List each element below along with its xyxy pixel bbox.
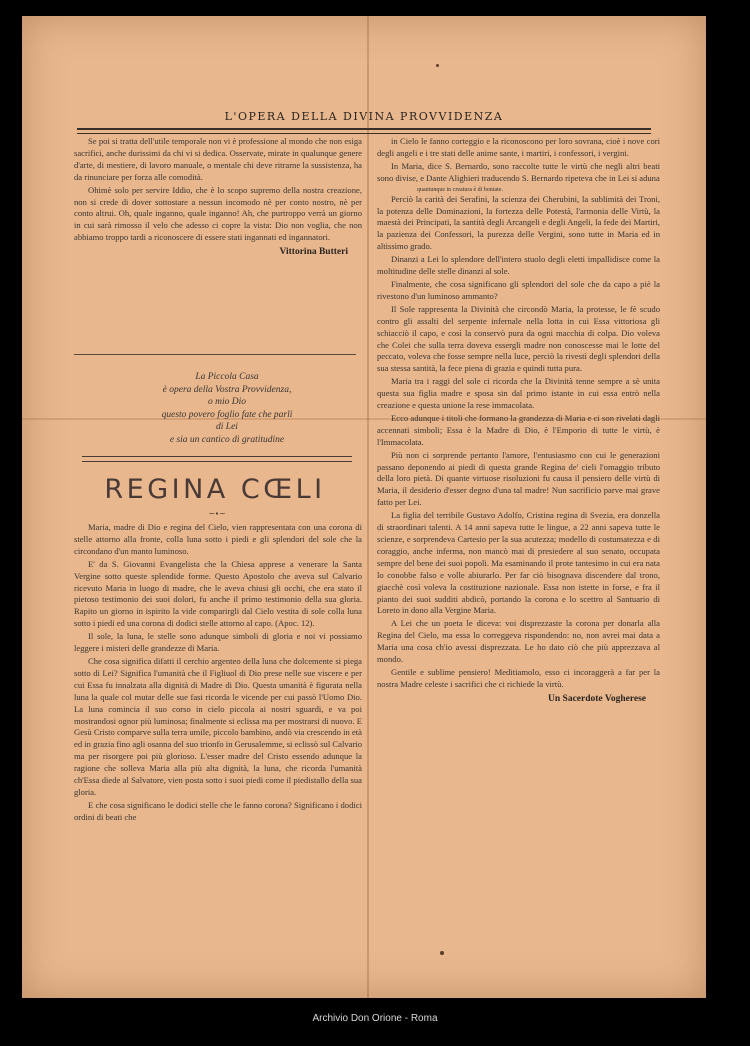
article-title: REGINA CŒLI	[104, 474, 326, 505]
article-paragraph: Maria, madre di Dio e regina del Cielo, vien rappresentata con una corona di stelle attorno alla fronte, colla luna sotto i piedi e gli splendori del sole che la circondano d'un manto luminoso.	[74, 522, 362, 556]
fold-line	[367, 16, 369, 998]
newspaper-page	[22, 16, 706, 998]
article-paragraph: Il Sole rappresenta la Divinità che circondò Maria, la protesse, le fè scudo contro gli assalti del serpente infernale nella lotta in cui Essa vittoriosa gli schiacciò il capo, e così la conservò pura da ogni macchia di colpa. Dio voleva che Colei che sulla terra doveva essergli madre non conoscesse mai le lotte del peccato, voleva che fosse sempre nella luce, perciò la rivestì degli splendori della sua stessa santità, la fece piena di grazia e quindi tutta pura.	[377, 303, 660, 374]
article-paragraph: Se poi si tratta dell'utile temporale non vi è professione al mondo che non esiga sacrifici, anche durissimi da chi vi si dedica. Osservate, mirate in qualunque genere d'arte, di mestiere, di lavoro manuale, o mentale chi deve ritrarne la sussistenza, ha da rinunciare per forza alle comodità.	[74, 136, 362, 182]
left-column-article	[74, 522, 362, 825]
article-paragraph: Ohimè solo per servire Iddio, che è lo scopo supremo della nostra creazione, non si crede di dover sottostare a nessun incomodo nè per conto nostro, nè per conto altrui. Oh, quale inganno, quale inganno! Ah, che purtroppo verrà un giorno in cui sarà rimosso il velo che adesso ci copre la vista: Dio non voglia, che non abbiamo troppo tardi a riconoscere di essere stati ingannati ed ingannatori.	[74, 184, 362, 243]
article-paragraph: Più non ci sorprende pertanto l'amore, l'entusiasmo con cui le generazioni passano deponendo ai piedi di questa grande Regina de' cieli l'omaggio tributo della loro pietà. Di quante virtuose risoluzioni fu causa il pensiero delle virtù di Maria, il desiderio d'esser degno d'una tal madre! Nun sacrificio parve mai grave fatto per Lei.	[377, 449, 660, 508]
header-rule	[77, 128, 651, 134]
dedication	[102, 371, 352, 447]
quotation-line: quantunque in creatura è di bontate.	[417, 186, 503, 193]
archive-footer: Archivio Don Orione - Roma	[312, 1013, 438, 1024]
page-header: L'OPERA DELLA DIVINA PROVVIDENZA	[224, 110, 504, 123]
article-paragraph: In Maria, dice S. Bernardo, sono raccolte tutte le virtù che negli altri beati sono divise, e Dante Alighieri traducendo S. Bernardo ripeteva che in Lei si aduna	[377, 160, 660, 183]
article-paragraph: in Cielo le fanno corteggio e la riconoscono per loro sovrana, cioè i nove cori degli angeli e i tre stati delle anime sante, i martiri, i confessori, i vergini.	[377, 136, 660, 158]
paper-speck	[436, 64, 439, 67]
article-paragraph: Gentile e sublime pensiero! Meditiamolo, esso ci incoraggerà a far per la nostra Madre celeste i sacrifici che ci richiede la virtù.	[377, 666, 660, 689]
article-paragraph: A Lei che un poeta le diceva: voi disprezzaste la corona per donarla alla Regina del Cielo, ma essa lo correggeva rispondendo: no, non avrei mai data a Maria una cosa ch'io avessi disprezzata. Le ho dato ciò che più apprezzava al mondo.	[377, 618, 660, 665]
article-paragraph: La figlia del terribile Gustavo Adolfo, Cristina regina di Svezia, era donzella di straordinari talenti. A 14 anni sapeva tutte le lingue, a 22 anni sapeva tutte le scienze, e sorprendeva Cartesio per la sua acutezza; modello di costumatezza e di coraggio, anche inferma, non mancò mai di presiedere al suo senato, occupata sempre del bene dei suoi popoli. Ma esaminando il prote tantesimo in cui era nata lo conobbe falso e volle abiurarlo. Per far ciò bisognava discendere dal trono, giacchè così voleva la costituzione nazionale. Essa non istette in forse, e fra il pianto dei suoi sudditi abdicò, portando la corona e lo scettro al Santuario di Loreto in dono alla Vergine Maria.	[377, 510, 660, 616]
article-paragraph: E' da S. Giovanni Evangelista che la Chiesa apprese a venerare la Santa Vergine sotto queste splendide forme. Questo Apostolo che aveva sul Calvario ricevuto Maria in luogo di madre, che le aveva chiusi gli occhi, che era stato il pietoso testimonio dei suoi dolori, fu anche il primo testimonio della sua gloria. Rapito un giorno in ispirito la vide comparirgli dal Cielo vestita di sole colla luna sotto i piedi ed una corona di dodici stelle attorno al capo. (Apoc. 12).	[74, 558, 362, 629]
title-ornament: ~∙~	[208, 509, 226, 518]
article-paragraph: Il sole, la luna, le stelle sono adunque simboli di gloria e noi vi possiamo leggere i misteri delle grandezze di Maria.	[74, 631, 362, 654]
section-divider	[74, 354, 356, 355]
article-paragraph: E che cosa significano le dodici stelle che le fanno corona? Significano i dodici ordini di beati che	[74, 799, 362, 822]
dedication-line: o mio Dio	[208, 397, 246, 408]
left-column-top	[74, 136, 362, 259]
dedication-line: questo povero foglio fate che parli	[161, 409, 293, 420]
ornamental-rule	[82, 456, 352, 462]
article-paragraph: Ecco adunque i titoli che formano la grandezza di Maria e ci son rivelati dagli accennati simboli; Essa è la Madre di Dio, è l'Emporio di tutte le virtù, è l'Immacolata.	[377, 412, 660, 447]
article-paragraph: Finalmente, che cosa significano gli splendori del sole che da capo a piè la rivestono d'un luminoso ammanto?	[377, 278, 660, 301]
dedication-line: La Piccola Casa	[195, 372, 259, 382]
dedication-line: è opera della Vostra Provvidenza,	[162, 384, 292, 395]
signature-right: Un Sacerdote Vogherese	[548, 693, 646, 704]
article-paragraph: Dinanzi a Lei lo splendore dell'intero stuolo degli eletti impallidisce come la moltitudine delle stelle dinanzi al sole.	[377, 254, 660, 277]
right-column	[377, 136, 660, 706]
article-paragraph: Maria tra i raggi del sole ci ricorda che la Divinità tenne sempre a sè unita questa sua figlia madre e sposa sin dal primo istante in cui essa entrò nella creazione e questa unione la rese immacolata.	[377, 376, 660, 411]
paper-speck	[440, 951, 444, 955]
dedication-line: di Lei	[216, 422, 238, 433]
article-paragraph: Perciò la carità dei Serafini, la scienza dei Cherubini, la sublimità dei Troni, la potenza delle Dominazioni, la fortezza delle Potestà, l'armonia delle Virtù, la maestà dei Principati, la santità degli Arcangeli e degli Angeli, la fede dei Martiri, la pazienza dei Confessori, la purezza delle Vergini, sono tutte in Maria ed in altissimo grado.	[377, 193, 660, 252]
article-paragraph: Che cosa significa difatti il cerchio argenteo della luna che dolcemente si piega sotto di Lei? Significa l'umanità che il Figliuol di Dio prese nelle sue viscere e per cui Essa fu innalzata alla dignità di Madre di Dio. Questa umanità è figurata nella luna la quale col mutar delle sue fasi ricorda le vicende per cui passò l'Uomo Dio. La luna comincia il suo corso in cielo piccola ai nostri sguardi, e va poi mostrandosi ognor più luminosa; finalmente si eclissa ma per mostrarsi di nuovo. E Gesù Cristo comparve sulla terra umile, piccolo bambino, andò via crescendo in età ed in grazia fino agli osanna del suo trionfo in Gerusalemme, si eclissò sul Calvario ma per risorgere poi più glorioso. L'esser madre del Cristo essendo adunque la ragione che solleva Maria alla più alta dignità, la luna, che ricorda l'umanità ch'Essa diede al Salvatore, vien posta sotto i suoi piedi come il piedistallo della sua gloria.	[74, 655, 362, 797]
signature-left: Vittorina Butteri	[279, 247, 348, 258]
dedication-line: e sia un cantico di gratitudine	[169, 434, 285, 445]
